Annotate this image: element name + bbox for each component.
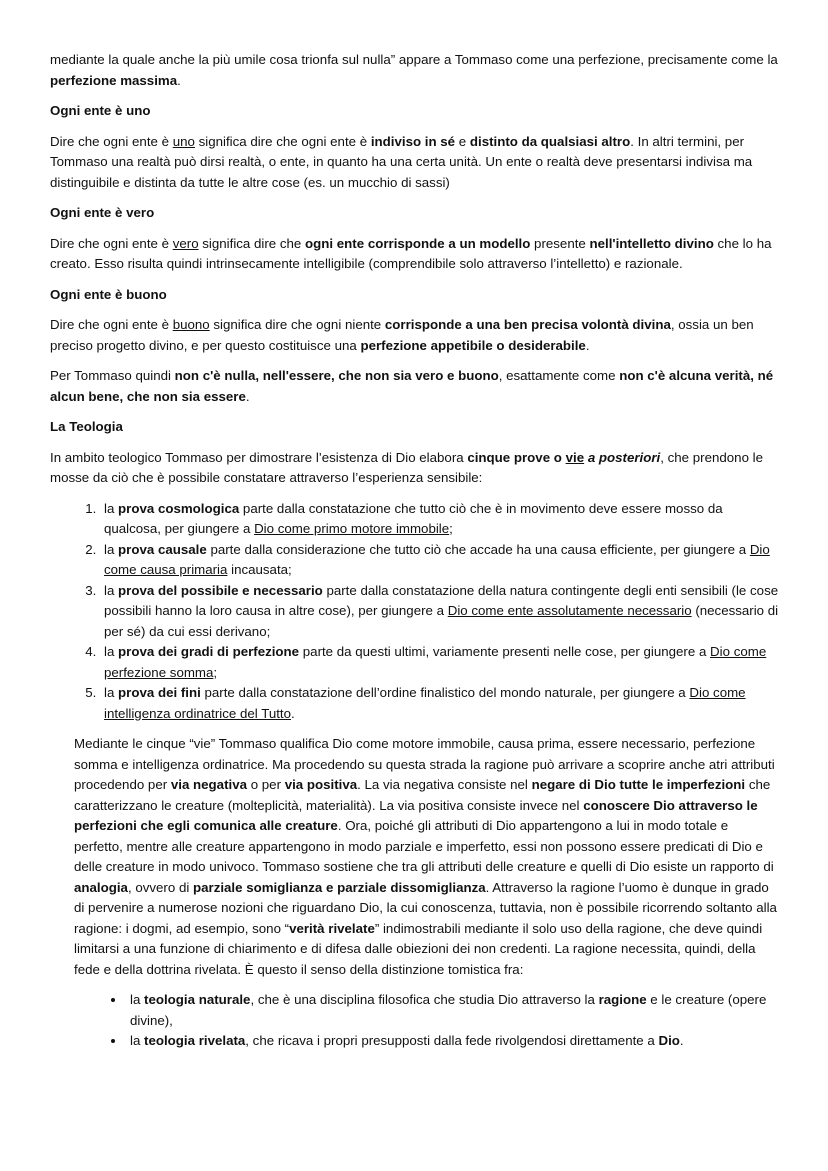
text-run: (necessario di per sé) da cui essi derivano;	[104, 603, 779, 639]
underlined-text: vero	[172, 235, 199, 251]
text-run: , che è una disciplina filosofica che studia Dio attraverso la	[250, 992, 599, 1007]
text-run: la	[104, 500, 119, 516]
text-run: significa dire che ogni niente	[209, 317, 385, 332]
text-run: mediante la quale anche la più umile cosa trionfa sul nulla” appare a Tommaso come una perfezione, precisamente come la	[50, 52, 778, 67]
text-run: , esattamente come	[498, 368, 620, 383]
bold-text: analogia	[74, 879, 128, 895]
text-run: .	[245, 388, 250, 404]
text-run: la	[130, 1033, 145, 1048]
text-run: che lo ha creato. Esso risulta quindi intrinsecamente intelligibile (comprendibile solo attraverso l’intelletto) e razionale.	[50, 235, 772, 271]
text-run: presente	[530, 235, 590, 251]
underlined-text: Dio come primo motore immobile	[254, 521, 450, 536]
text-run: la	[104, 644, 119, 659]
bold-text: cinque prove o	[467, 449, 566, 465]
section-heading	[50, 101, 780, 122]
text-run: significa dire che ogni ente è	[194, 133, 371, 149]
list-item	[100, 499, 780, 540]
paragraph	[50, 50, 780, 91]
text-run: . Ora, poiché gli attributi di Dio appartengono a lui in modo totale e perfetto, mentre alle creature appartengono in modo parziale e imperfetto, essi non possono essere predicati di Dio e delle creature in modo univoco. Tommaso sostiene che tra gli attributi delle creature e quelli di Dio esiste un rapporto di	[74, 818, 774, 874]
text-run: parte dalla constatazione che tutto ciò che è in movimento deve essere mosso da qualcosa, per giungere a	[104, 500, 723, 536]
list-item	[100, 683, 780, 724]
text-run: o per	[247, 777, 285, 792]
text-run: .	[679, 1033, 684, 1048]
section-heading	[50, 203, 780, 224]
text-run: incausata;	[227, 562, 292, 577]
text-run: , che prendono le mosse da ciò che è possibile constatare attraverso l’esperienza sensibile:	[50, 449, 764, 485]
text-run: Dire che ogni ente è	[50, 317, 173, 332]
bold-text: corrisponde a una ben precisa volontà divina	[384, 317, 671, 332]
bold-text: ragione	[598, 992, 647, 1007]
text-run: Per Tommaso quindi	[50, 368, 175, 383]
list-item	[126, 1031, 780, 1052]
text-run: .	[585, 337, 590, 353]
underlined-text: Dio come causa primaria	[104, 541, 770, 577]
text-run: , ossia un ben preciso progetto divino, e per questo costituisce una	[50, 317, 754, 353]
text-run: e	[455, 133, 470, 149]
text-run: e le creature (opere divine),	[130, 992, 767, 1028]
list-item	[126, 990, 780, 1031]
text-run: la	[130, 992, 145, 1007]
bold-text: Dio	[658, 1033, 680, 1048]
bold-text: parziale somiglianza e parziale dissomiglianza	[193, 879, 486, 895]
paragraph	[50, 132, 780, 194]
text-run: La Teologia	[50, 419, 123, 434]
text-run: Dire che ogni ente è	[50, 235, 173, 251]
bold-text: prova dei fini	[118, 685, 201, 700]
list-item	[100, 642, 780, 683]
bold-text: non c'è nulla, nell'essere, che non sia vero e buono	[174, 368, 499, 383]
text-run: parte da questi ultimi, variamente presenti nelle cose, per giungere a	[299, 644, 711, 659]
text-run: Ogni ente è uno	[50, 103, 151, 118]
text-run: . La via negativa consiste nel	[357, 777, 532, 792]
numbered-list	[50, 499, 780, 725]
bold-text: prova cosmologica	[118, 500, 240, 516]
bold-text: a posteriori	[587, 449, 661, 465]
text-run: Dire che ogni ente è	[50, 133, 173, 149]
text-run: Ogni ente è buono	[50, 286, 167, 302]
text-run: . Attraverso la ragione l’uomo è dunque in grado di pervenire a numerose nozioni che riguardano Dio, la cui conoscenza, tuttavia, non è possibile ricorrendo soltanto alla ragione: i dogmi, ad esempio, sono “	[74, 879, 777, 936]
list-item	[100, 581, 780, 643]
text-run: , che ricava i propri presupposti dalla fede rivolgendosi direttamente a	[245, 1033, 659, 1048]
text-run: ;	[449, 521, 453, 536]
text-run: Mediante le cinque “vie” Tommaso qualifica Dio come motore immobile, causa prima, essere necessario, perfezione somma e intelligenza ordinatrice. Ma procedendo su questa strada la ragione può arrivare a scoprire anche atri attributi procedendo per	[74, 736, 775, 792]
list-item	[100, 540, 780, 581]
text-run: In ambito teologico Tommaso per dimostrare l’esistenza di Dio elabora	[50, 449, 468, 465]
text-run: ” indimostrabili mediante il solo uso della ragione, che deve quindi limitarsi a una funzione di chiarimento e di difesa dalle obiezioni dei non credenti. La ragione necessita, quindi, della fede e della dottrina rivelata. È questo il senso della distinzione tomistica fra:	[74, 920, 763, 977]
bold-text: nell'intelletto divino	[589, 235, 714, 251]
text-run: ;	[213, 664, 218, 680]
bold-text: perfezione massima	[50, 72, 178, 88]
text-run: che caratterizzano le creature (molteplicità, materialità). La via positiva consiste invece nel	[74, 777, 771, 813]
underlined-text: Dio come perfezione somma	[104, 644, 767, 680]
underlined-text: Dio come ente assolutamente necessario	[447, 603, 692, 618]
bold-text: prova del possibile e necessario	[118, 582, 323, 598]
text-run: .	[291, 705, 295, 721]
paragraph	[50, 234, 780, 275]
text-run: la	[104, 541, 119, 557]
text-run: parte dalla constatazione dell’ordine finalistico del mondo naturale, per giungere a	[200, 685, 690, 700]
text-run: parte dalla constatazione della natura contingente degli enti sensibili (le cose possibili hanno la loro causa in altre cose), per giungere a	[104, 582, 779, 618]
bullet-list	[50, 990, 780, 1052]
text-run: significa dire che	[198, 235, 306, 251]
document-page	[50, 50, 780, 1052]
text-run: .	[177, 72, 181, 88]
bold-text: ogni ente corrisponde a un modello	[305, 235, 531, 251]
bold-text: conoscere Dio attraverso le perfezioni che egli comunica alle creature	[74, 797, 758, 833]
bold-text: distinto da qualsiasi altro	[469, 133, 631, 149]
text-run: la	[104, 685, 119, 700]
paragraph	[74, 734, 780, 980]
paragraph	[50, 448, 780, 489]
bold-text: teologia naturale	[144, 992, 251, 1007]
underlined-text: Dio come intelligenza ordinatrice del Tutto	[104, 685, 746, 721]
bold-text: prova dei gradi di perfezione	[118, 644, 300, 659]
bold-text: verità rivelate	[289, 920, 375, 936]
text-run: Ogni ente è vero	[50, 205, 155, 220]
bold-text: indiviso in sé	[370, 133, 456, 149]
bold-text: teologia rivelata	[144, 1033, 246, 1048]
text-run: parte dalla considerazione che tutto ciò che accade ha una causa efficiente, per giungere a	[206, 541, 750, 557]
section-heading	[50, 417, 780, 438]
bold-text: negare di Dio tutte le imperfezioni	[531, 777, 746, 792]
section-heading	[50, 285, 780, 306]
underlined-text: buono	[172, 317, 210, 332]
bold-text: perfezione appetibile o desiderabile	[360, 337, 586, 353]
text-run: , ovvero di	[127, 879, 193, 895]
bold-text: via positiva	[284, 777, 358, 792]
bold-text: non c'è alcuna verità, né alcun bene, che non sia essere	[50, 368, 774, 404]
paragraph	[50, 366, 780, 407]
paragraph	[50, 315, 780, 356]
bold-text: prova causale	[118, 541, 207, 557]
underlined-text: uno	[172, 133, 195, 149]
underlined-text: vie	[565, 449, 585, 465]
text-run: la	[104, 582, 119, 598]
bold-text: via negativa	[170, 777, 247, 792]
text-run: . In altri termini, per Tommaso una realtà può dirsi realtà, o ente, in quanto ha una certa unità. Un ente o realtà deve presentarsi indivisa ma distinguibile e distinta da tutte le altre cose (es. un mucchio di sassi)	[50, 133, 753, 190]
